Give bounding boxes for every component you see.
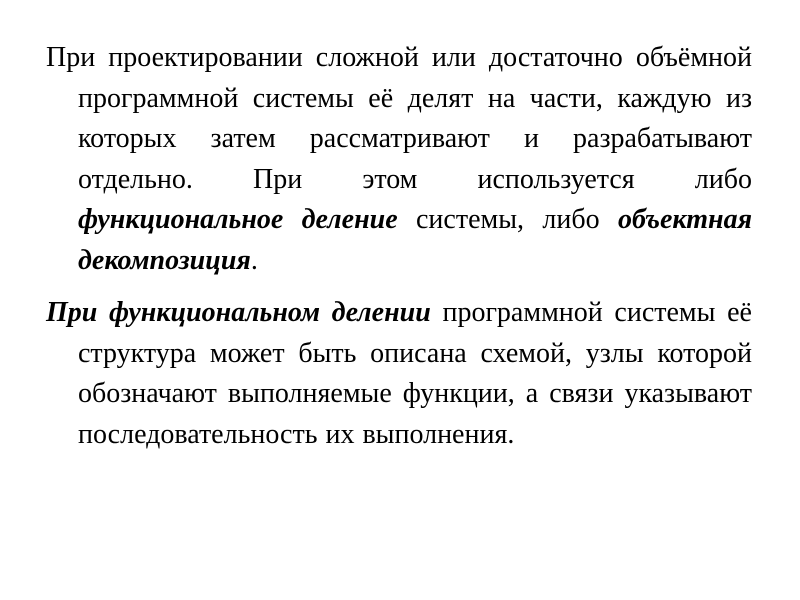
term-object-decomposition: объектная декомпозиция — [78, 204, 752, 276]
term-functional-division-heading: При функциональном делении — [46, 297, 431, 328]
term-functional-division: функциональное деление — [78, 204, 398, 235]
paragraph-decomposition-intro — [46, 38, 752, 281]
text-run: программной системы её структура может быть описана схемой, узлы которой обозначают выполняемые функции, а связи указывают последовательность их выполнения. — [78, 297, 752, 450]
text-run: . — [250, 244, 258, 276]
text-run: системы, либо — [397, 204, 618, 235]
text-run: При проектировании сложной или достаточно объёмной программной системы её делят на части, каждую из которых затем рассматривают и разрабатывают отдельно. При этом используется либо — [46, 42, 752, 195]
paragraph-functional-division — [46, 293, 752, 455]
